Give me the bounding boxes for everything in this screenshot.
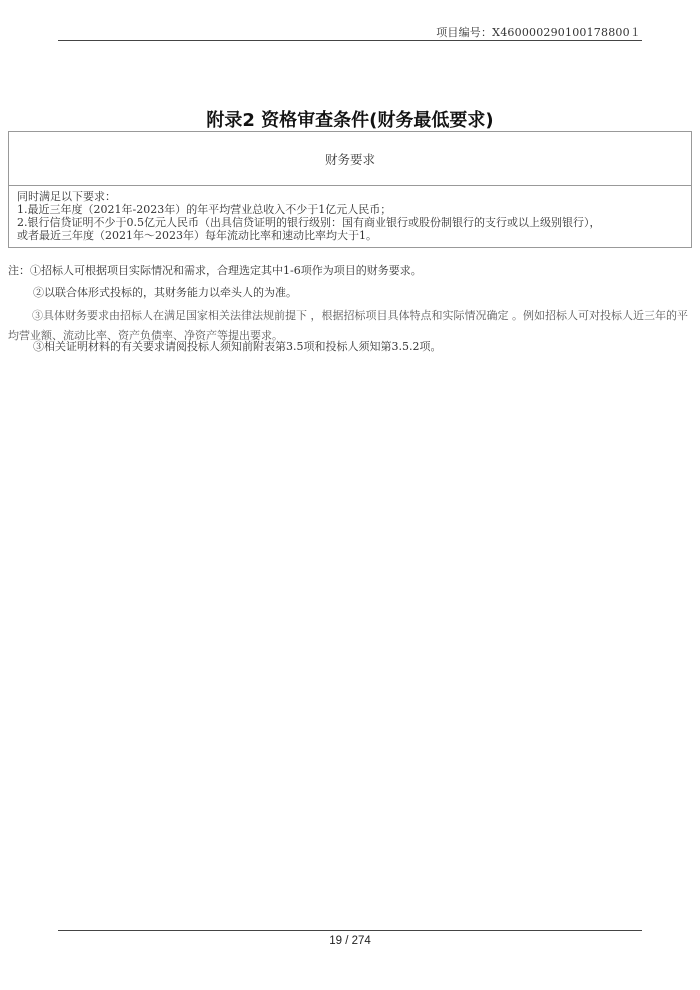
- page-number: 19 / 274: [329, 935, 371, 947]
- footer-divider: [58, 930, 642, 931]
- note-1: 注：①招标人可根据项目实际情况和需求，合理选定其中1-6项作为项目的财务要求。: [8, 264, 422, 277]
- requirement-line: 2.银行信贷证明不少于0.5亿元人民币（出具信贷证明的银行级别：国有商业银行或股份制银行的支行或以上级别银行），: [17, 216, 601, 229]
- project-number: 项目编号：X460000290100178800１: [436, 26, 641, 39]
- note-4: ③相关证明材料的有关要求请阅投标人须知前附表第3.5项和投标人须知第3.5.2项。: [33, 340, 442, 353]
- header-divider: [58, 40, 642, 41]
- requirement-line: 1.最近三年度（2021年-2023年）的年平均营业总收入不少于1亿元人民币；: [17, 203, 392, 216]
- page-title: 附录2 资格审查条件(财务最低要求): [206, 110, 494, 131]
- table-heading: 财务要求: [9, 132, 692, 186]
- requirement-line: 或者最近三年度（2021年～2023年）每年流动比率和速动比率均大于1。: [17, 229, 377, 242]
- note-2: ②以联合体形式投标的，其财务能力以牵头人的为准。: [33, 286, 297, 299]
- note-3: ③具体财务要求由招标人在满足国家相关法律法规前提下 ，根据招标项目具体特点和实际情况确定 。例如招标人可对投标人近三年的平均营业额、流动比率、资产负债率、净资产等提出要求。: [8, 309, 688, 342]
- requirement-line: 同时满足以下要求：: [17, 190, 116, 203]
- table-body: [9, 186, 692, 248]
- financial-requirements-table: [8, 131, 692, 248]
